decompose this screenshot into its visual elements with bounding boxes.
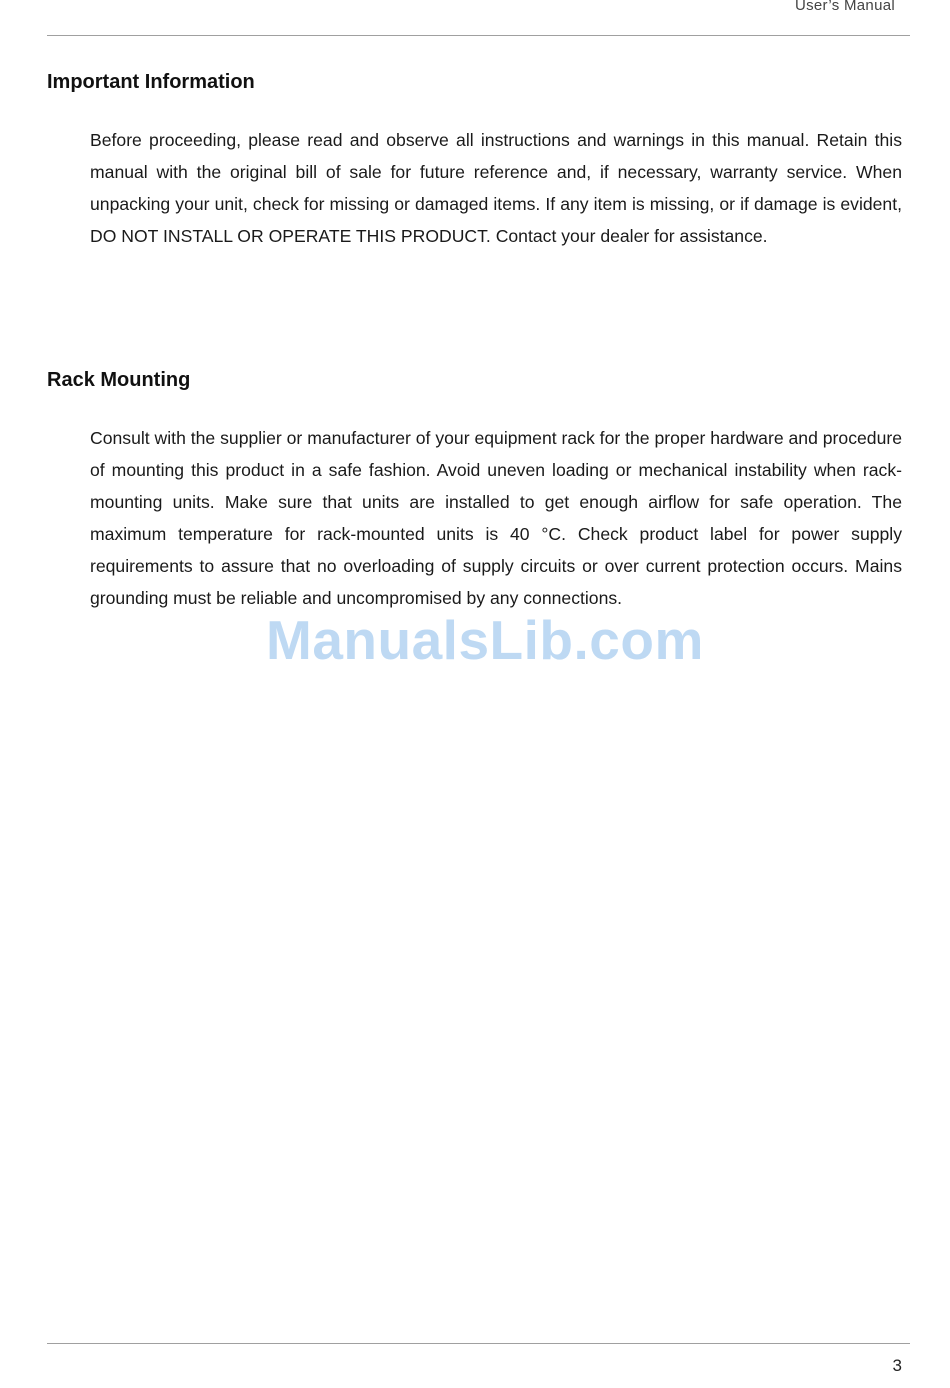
watermark-logo: ManualsLib.com bbox=[266, 609, 704, 671]
footer-divider bbox=[47, 1343, 910, 1344]
section-title-important-information: Important Information bbox=[47, 71, 255, 93]
section-title-rack-mounting: Rack Mounting bbox=[47, 369, 191, 391]
important-information-paragraph: Before proceeding, please read and observe all instructions and warnings in this manual. Retain this manual with the original bill of sale for future reference and, if necessary, warranty service. When unpacking your unit, check for missing or damaged items. If any item is missing, or if damage is evident, DO NOT INSTALL OR OPERATE THIS PRODUCT. Contact your dealer for assistance. bbox=[90, 130, 902, 246]
page-number: 3 bbox=[892, 1356, 902, 1375]
rack-mounting-paragraph: Consult with the supplier or manufacturer of your equipment rack for the proper hardware and procedure of mounting this product in a safe fashion. Avoid uneven loading or mechanical instability when rack-mounting units. Make sure that units are installed to get enough airflow for safe operation. The maximum temperature for rack-mounted units is 40 °C. Check product label for power supply requirements to assure that no overloading of supply circuits or over current protection occurs. Mains grounding must be reliable and uncompromised by any connections. bbox=[90, 428, 902, 608]
header-divider bbox=[47, 35, 910, 36]
running-header: User’s Manual bbox=[794, 0, 895, 14]
